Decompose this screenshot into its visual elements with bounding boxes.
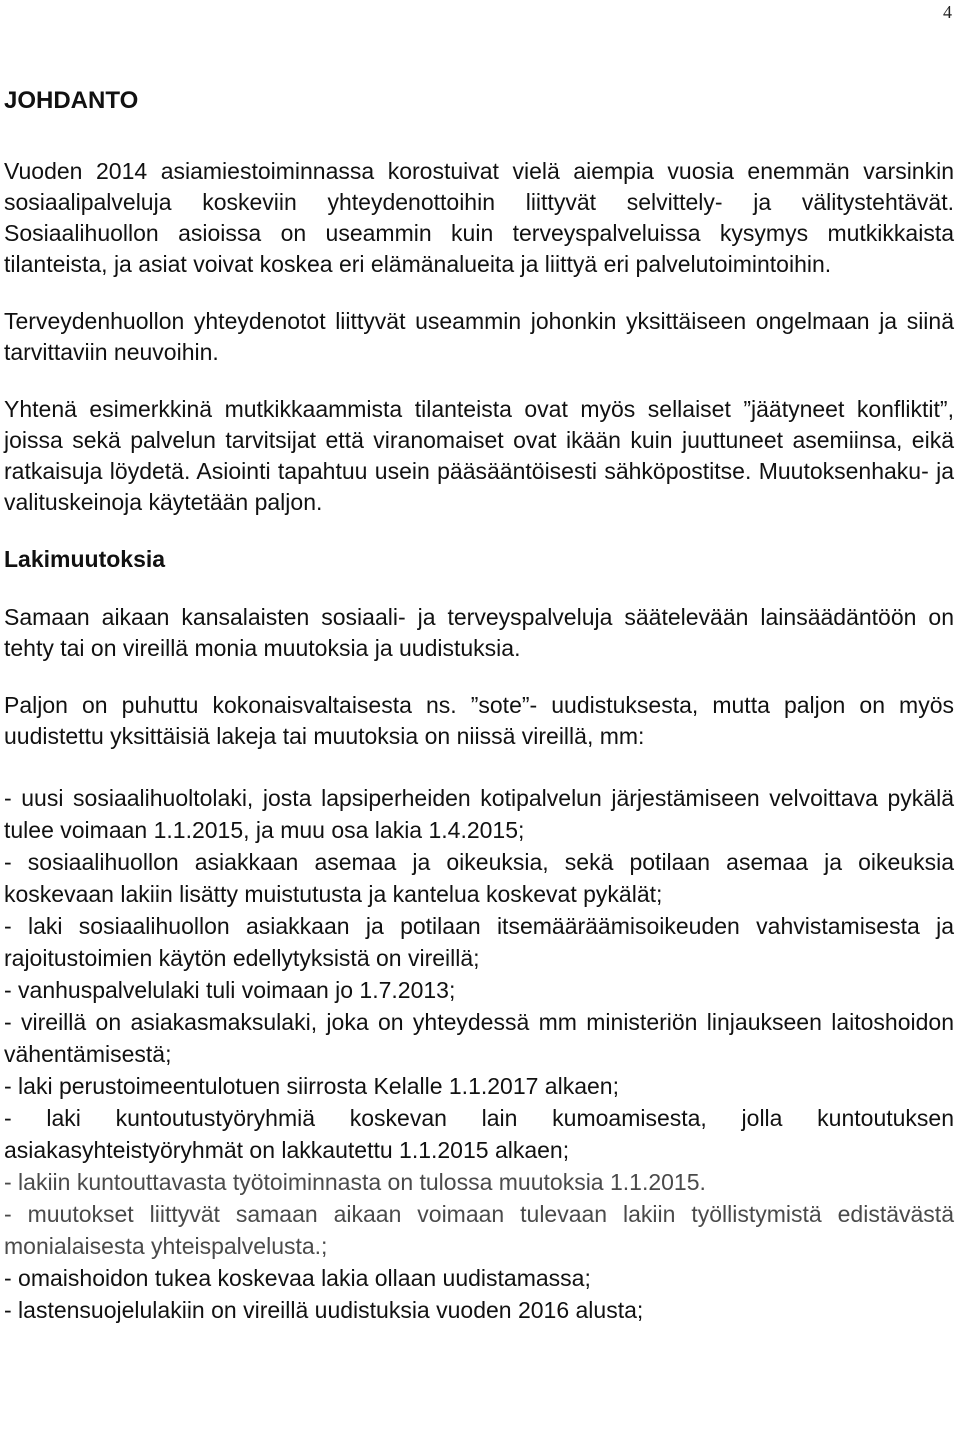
list-item: - omaishoidon tukea koskevaa lakia ollaan uudistamassa;: [4, 1265, 591, 1291]
paragraph-intro-3: Yhtenä esimerkkinä mutkikkaammista tilanteista ovat myös sellaiset ”jäätyneet konfliktit”, joissa sekä palvelun tarvitsijat että viranomaiset ovat ikään kuin juuttuneet asemiinsa, eikä ratkaisuja löydetä. Asiointi tapahtuu usein pääsääntöisesti sähköpostitse. Muutoksenhaku- ja valituskeinoja käytetään paljon.: [4, 396, 954, 515]
list-item: - laki perustoimeentulotuen siirrosta Kelalle 1.1.2017 alkaen;: [4, 1073, 619, 1099]
list-item: - uusi sosiaalihuoltolaki, josta lapsiperheiden kotipalvelun järjestämiseen velvoittava pykälä tulee voimaan 1.1.2015, ja muu osa lakia 1.4.2015;: [4, 785, 954, 843]
section-heading-johdanto: JOHDANTO: [4, 87, 139, 114]
list-item: - muutokset liittyvät samaan aikaan voimaan tulevaan lakiin työllistymistä edistävästä monialaisesta yhteispalvelusta.;: [4, 1201, 954, 1259]
list-item: - sosiaalihuollon asiakkaan asemaa ja oikeuksia, sekä potilaan asemaa ja oikeuksia koskevaan lakiin lisätty muistutusta ja kantelua koskevat pykälät;: [4, 849, 954, 907]
list-item: - vireillä on asiakasmaksulaki, joka on yhteydessä mm ministeriön linjaukseen laitoshoidon vähentämisestä;: [4, 1009, 954, 1067]
law-changes-list: [4, 782, 954, 1326]
list-item: - laki kuntoutustyöryhmiä koskevan lain kumoamisesta, jolla kuntoutuksen asiakasyhteistyöryhmät on lakkautettu 1.1.2015 alkaen;: [4, 1105, 954, 1163]
paragraph-law-1: Samaan aikaan kansalaisten sosiaali- ja terveyspalveluja säätelevään lainsäädäntöön on tehty tai on vireillä monia muutoksia ja uudistuksia.: [4, 604, 954, 661]
paragraph-law-2: Paljon on puhuttu kokonaisvaltaisesta ns. ”sote”- uudistuksesta, mutta paljon on myös uudistettu yksittäisiä lakeja tai muutoksia on niissä vireillä, mm:: [4, 692, 954, 749]
page-number: 4: [943, 2, 952, 22]
document-body: [4, 86, 954, 1326]
list-item: - vanhuspalvelulaki tuli voimaan jo 1.7.2013;: [4, 977, 456, 1003]
paragraph-intro-2: Terveydenhuollon yhteydenotot liittyvät useammin johonkin yksittäiseen ongelmaan ja siinä tarvittaviin neuvoihin.: [4, 308, 954, 365]
list-item: - lakiin kuntouttavasta työtoiminnasta on tulossa muutoksia 1.1.2015.: [4, 1169, 706, 1195]
section-heading-lakimuutoksia: Lakimuutoksia: [4, 546, 166, 572]
paragraph-intro-1: Vuoden 2014 asiamiestoiminnassa korostuivat vielä aiempia vuosia enemmän varsinkin sosiaalipalveluja koskeviin yhteydenottoihin liittyvät selvittely- ja välitystehtävät. Sosiaalihuollon asioissa on useammin kuin terveyspalveluissa kysymys mutkikkaista tilanteista, ja asiat voivat koskea eri elämänalueita ja liittyä eri palvelutoimintoihin.: [4, 158, 954, 277]
list-item: - laki sosiaalihuollon asiakkaan ja potilaan itsemääräämisoikeuden vahvistamisesta ja rajoitustoimien käytön edellytyksistä on vireillä;: [4, 913, 954, 971]
list-item: - lastensuojelulakiin on vireillä uudistuksia vuoden 2016 alusta;: [4, 1297, 644, 1323]
